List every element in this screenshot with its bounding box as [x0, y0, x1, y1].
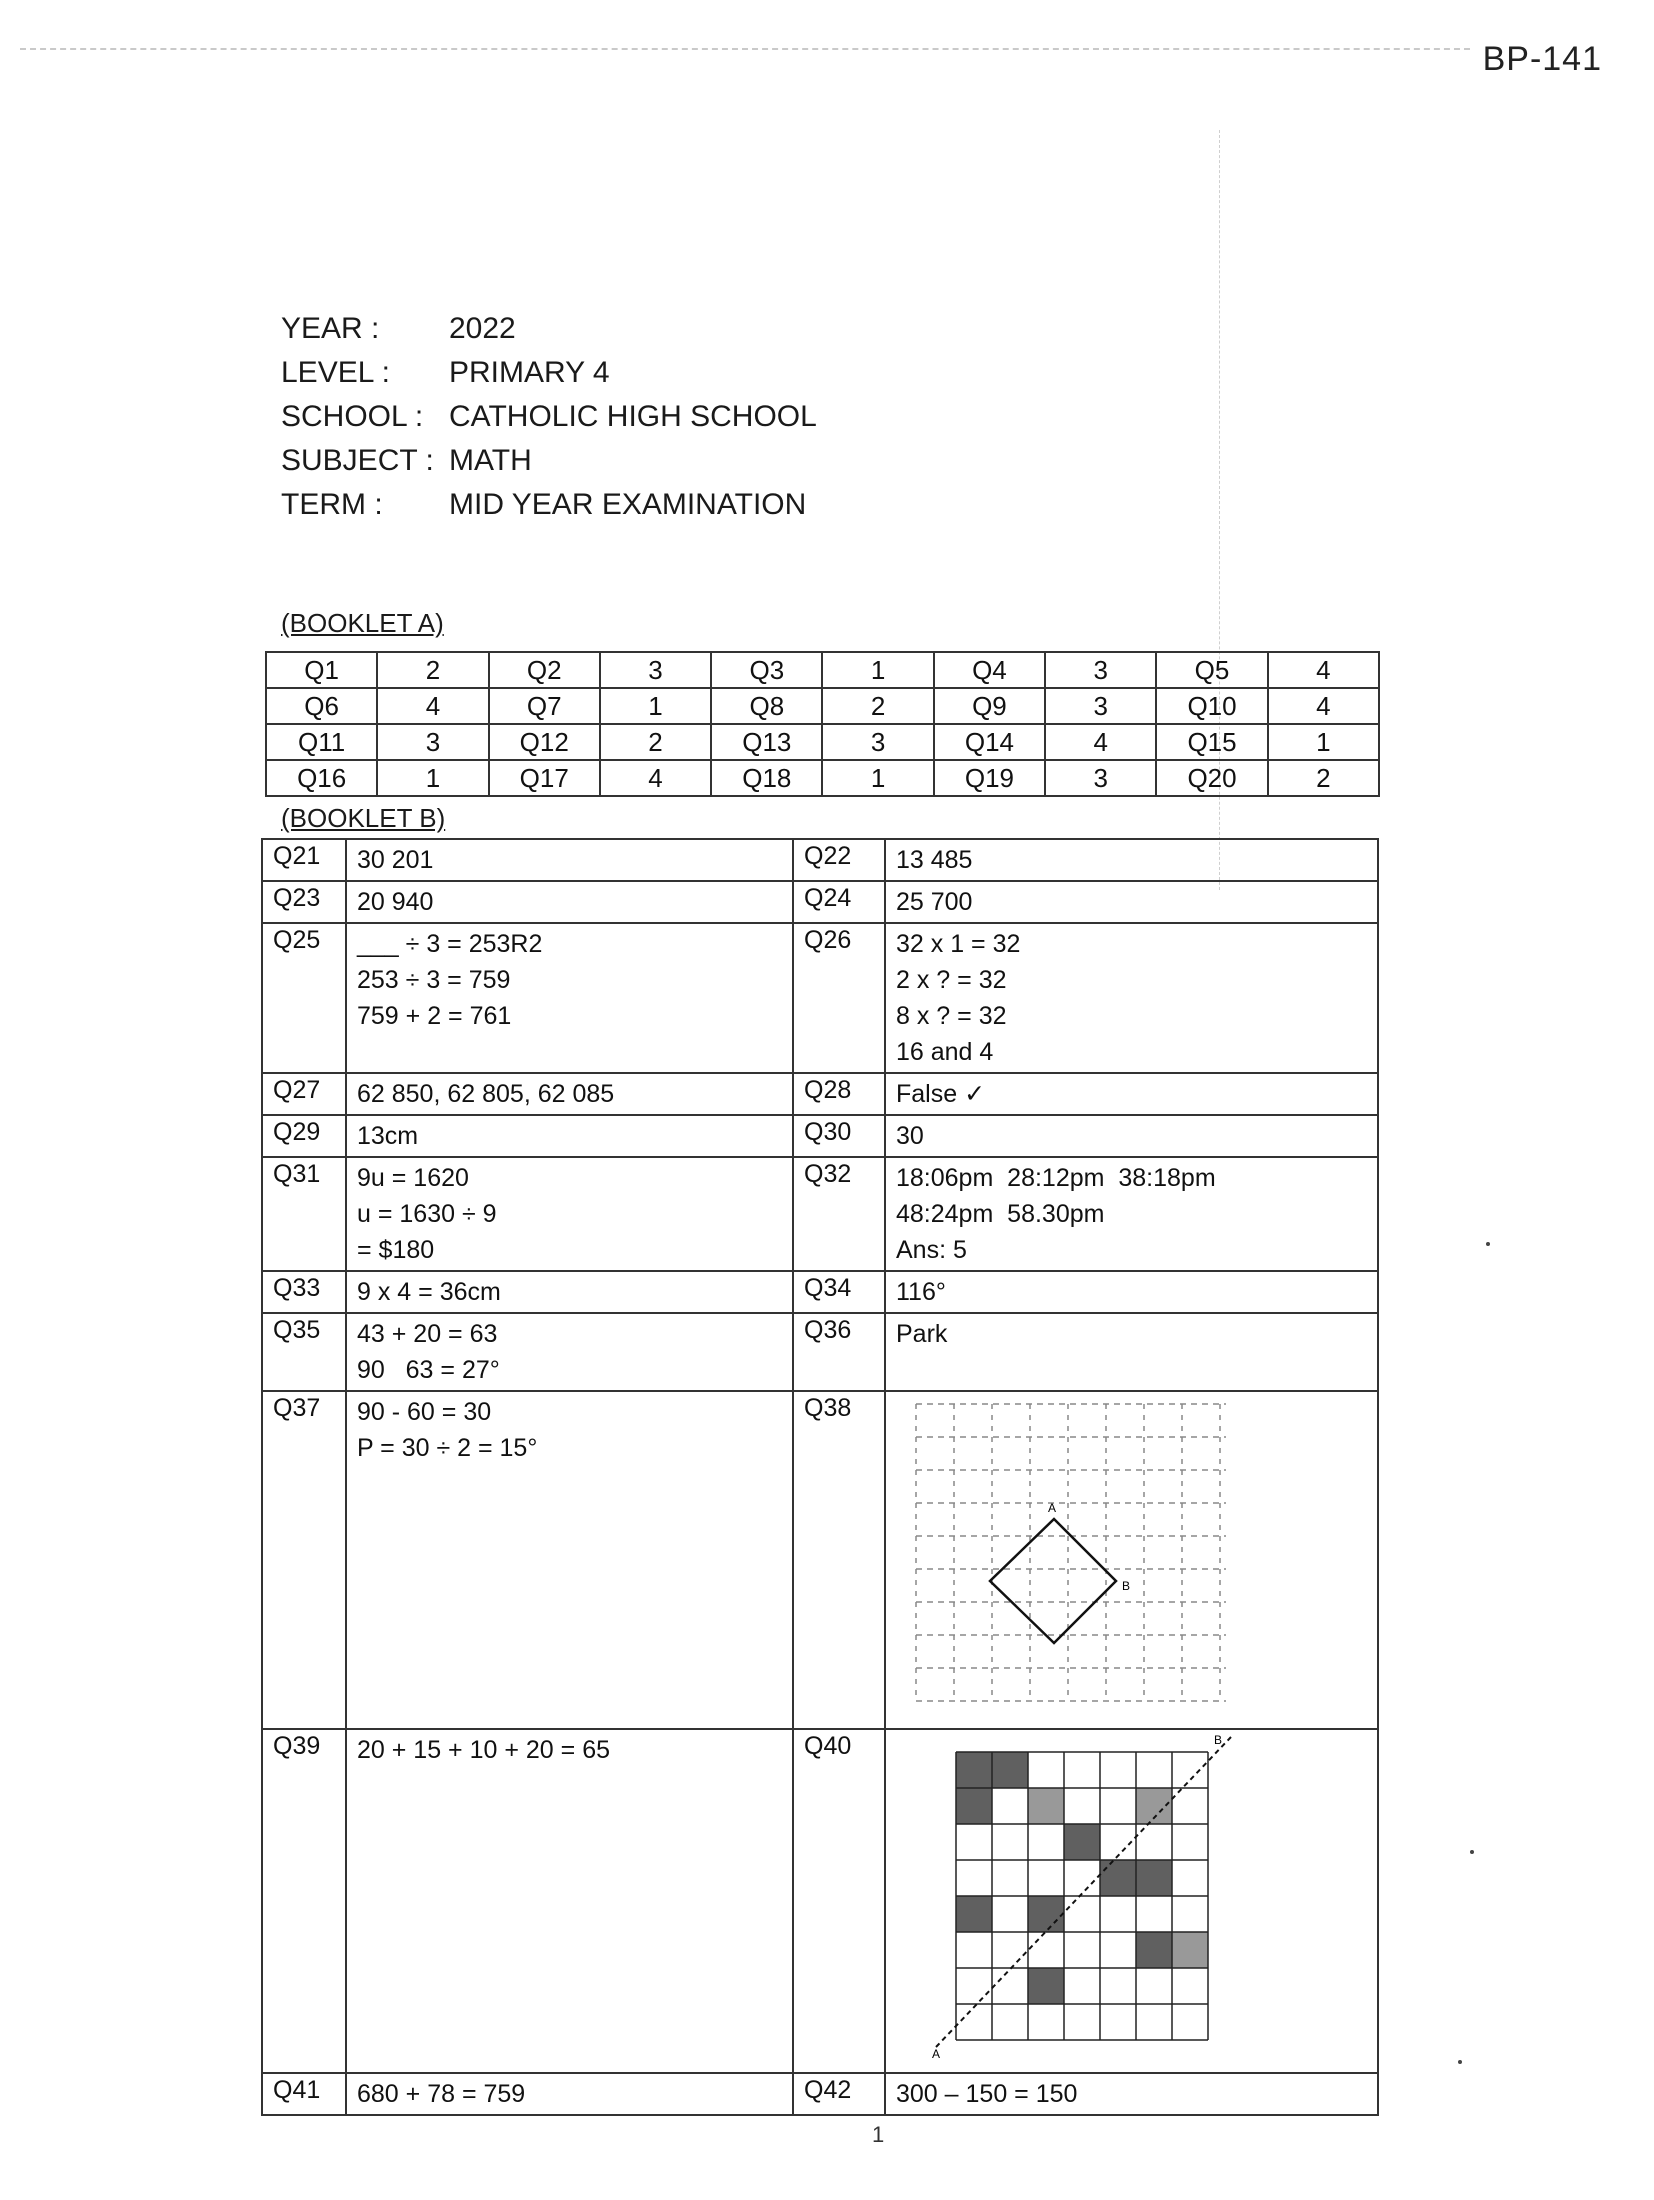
answer-line: 16 and 4 [896, 1038, 994, 1066]
answer-choice: 1 [600, 688, 711, 724]
question-number: Q11 [266, 724, 377, 760]
answer-line: 680 + 78 = 759 [357, 2080, 526, 2108]
answer-line: 25 700 [896, 888, 973, 916]
question-number: Q28 [793, 1073, 885, 1115]
shaded-square [1100, 1860, 1136, 1896]
answer-choice: 1 [822, 760, 933, 796]
header-row [281, 439, 817, 483]
question-number: Q34 [793, 1271, 885, 1313]
header-label: SUBJECT : [281, 444, 434, 477]
shaded-square [1136, 1932, 1172, 1968]
answer-choice: 1 [377, 760, 488, 796]
header-label: SCHOOL : [281, 400, 424, 433]
question-number: Q42 [793, 2073, 885, 2115]
shaded-square [1136, 1860, 1172, 1896]
answer-line: 253 ÷ 3 = 759 [357, 966, 511, 994]
answer-choice: 1 [1268, 724, 1379, 760]
question-number: Q20 [1156, 760, 1267, 796]
question-number: Q8 [711, 688, 822, 724]
question-number: Q26 [793, 923, 885, 1073]
booklet-b-answer-table [261, 838, 1379, 2116]
question-number: Q16 [266, 760, 377, 796]
question-number: Q15 [1156, 724, 1267, 760]
question-number: Q3 [711, 652, 822, 688]
answer-choice: 3 [600, 652, 711, 688]
question-number: Q38 [793, 1391, 885, 1729]
shaded-square [1028, 1896, 1064, 1932]
booklet-b-row [262, 1073, 1378, 1115]
answer-working [885, 1313, 1378, 1391]
question-number: Q21 [262, 839, 346, 881]
answer-working [885, 1729, 1378, 2073]
answer-working [885, 1115, 1378, 1157]
shaded-square [956, 1752, 992, 1788]
q40-symmetry-figure [896, 1732, 1236, 2062]
shaded-square [956, 1788, 992, 1824]
answer-line: 20 + 15 + 10 + 20 = 65 [357, 1736, 611, 1764]
answer-working [346, 1073, 793, 1115]
answer-line: 48:24pm 58.30pm [896, 1200, 1105, 1228]
answer-choice: 3 [1045, 688, 1156, 724]
answer-working [346, 2073, 793, 2115]
question-number: Q18 [711, 760, 822, 796]
answer-line: 2 x ? = 32 [896, 966, 1007, 994]
answer-line: 90 - 60 = 30 [357, 1398, 492, 1426]
answer-line: 759 + 2 = 761 [357, 1002, 512, 1030]
question-number: Q10 [1156, 688, 1267, 724]
booklet-a-answer-table [265, 651, 1380, 797]
point-a-label: A [1048, 1501, 1057, 1515]
answer-working [885, 839, 1378, 881]
booklet-b-title: (BOOKLET B) [281, 803, 446, 833]
answer-line: 90 63 = 27° [357, 1356, 500, 1384]
question-number: Q19 [934, 760, 1045, 796]
question-number: Q40 [793, 1729, 885, 2073]
answer-line: ___ ÷ 3 = 253R2 [357, 930, 543, 958]
answer-choice: 3 [377, 724, 488, 760]
answer-choice: 3 [1045, 652, 1156, 688]
question-number: Q31 [262, 1157, 346, 1271]
answer-working [885, 1073, 1378, 1115]
shaded-square [956, 1896, 992, 1932]
answer-line: 43 + 20 = 63 [357, 1320, 498, 1348]
question-number: Q9 [934, 688, 1045, 724]
question-number: Q2 [489, 652, 600, 688]
question-number: Q4 [934, 652, 1045, 688]
booklet-b-row [262, 839, 1378, 881]
question-number: Q5 [1156, 652, 1267, 688]
answer-line: P = 30 ÷ 2 = 15° [357, 1434, 538, 1462]
answer-choice: 3 [822, 724, 933, 760]
shaded-square [1064, 1824, 1100, 1860]
document-code: BP-141 [1482, 40, 1602, 78]
header-value: CATHOLIC HIGH SCHOOL [449, 400, 817, 433]
square-shape [990, 1519, 1116, 1643]
header-value: PRIMARY 4 [449, 356, 610, 389]
answer-working [346, 1391, 793, 1729]
answer-working [885, 881, 1378, 923]
booklet-a-row [266, 688, 1379, 724]
answer-line: 18:06pm 28:12pm 38:18pm [896, 1164, 1216, 1192]
header-label: TERM : [281, 488, 383, 521]
answer-choice: 3 [1045, 760, 1156, 796]
answer-line: 300 – 150 = 150 [896, 2080, 1078, 2108]
question-number: Q22 [793, 839, 885, 881]
scan-top-edge [20, 48, 1470, 50]
answer-line: 13 485 [896, 846, 973, 874]
answer-line: 116° [896, 1278, 946, 1306]
answer-working [885, 923, 1378, 1073]
answer-line: 30 201 [357, 846, 434, 874]
answer-working [346, 1115, 793, 1157]
header-row [281, 395, 817, 439]
question-number: Q32 [793, 1157, 885, 1271]
scan-speck [1458, 2060, 1462, 2064]
shaded-square [992, 1752, 1028, 1788]
answer-line: 32 x 1 = 32 [896, 930, 1021, 958]
question-number: Q39 [262, 1729, 346, 2073]
answer-choice: 4 [1045, 724, 1156, 760]
question-number: Q29 [262, 1115, 346, 1157]
header-row [281, 351, 817, 395]
answer-working [885, 1391, 1378, 1729]
hatched-square [1028, 1788, 1064, 1824]
answer-line: Park [896, 1320, 948, 1348]
question-number: Q1 [266, 652, 377, 688]
answer-line: 13cm [357, 1122, 419, 1150]
question-number: Q13 [711, 724, 822, 760]
answer-working [885, 1157, 1378, 1271]
booklet-a-row [266, 652, 1379, 688]
booklet-a-row [266, 760, 1379, 796]
answer-line: u = 1630 ÷ 9 [357, 1200, 497, 1228]
booklet-b-row [262, 1313, 1378, 1391]
header-label: YEAR : [281, 312, 380, 345]
header-value: MID YEAR EXAMINATION [449, 488, 807, 521]
answer-line: Ans: 5 [896, 1236, 967, 1264]
shaded-square [1028, 1968, 1064, 2004]
answer-working [885, 1271, 1378, 1313]
answer-choice: 1 [822, 652, 933, 688]
question-number: Q27 [262, 1073, 346, 1115]
question-number: Q14 [934, 724, 1045, 760]
point-b-label: B [1214, 1733, 1223, 1747]
answer-choice: 4 [1268, 652, 1379, 688]
header-row [281, 483, 817, 527]
answer-choice: 4 [600, 760, 711, 796]
question-number: Q37 [262, 1391, 346, 1729]
point-a-label: A [932, 2047, 941, 2061]
answer-working [346, 1157, 793, 1271]
answer-line: 30 [896, 1122, 924, 1150]
hatched-square [1172, 1932, 1208, 1968]
exam-header [281, 307, 817, 527]
answer-working [346, 1313, 793, 1391]
question-number: Q30 [793, 1115, 885, 1157]
answer-choice: 2 [1268, 760, 1379, 796]
answer-choice: 4 [1268, 688, 1379, 724]
header-row [281, 307, 817, 351]
answer-choice: 2 [822, 688, 933, 724]
answer-working [346, 923, 793, 1073]
answer-working [346, 881, 793, 923]
booklet-b-row [262, 1729, 1378, 2073]
page-number: 1 [872, 2122, 885, 2147]
answer-choice: 2 [377, 652, 488, 688]
question-number: Q41 [262, 2073, 346, 2115]
question-number: Q25 [262, 923, 346, 1073]
answer-working [346, 839, 793, 881]
answer-working [885, 2073, 1378, 2115]
scan-speck [1470, 1850, 1474, 1854]
question-number: Q17 [489, 760, 600, 796]
answer-working [346, 1271, 793, 1313]
question-number: Q36 [793, 1313, 885, 1391]
answer-line: = $180 [357, 1236, 435, 1264]
answer-line: False ✓ [896, 1080, 986, 1108]
answer-choice: 2 [600, 724, 711, 760]
answer-choice: 4 [377, 688, 488, 724]
question-number: Q7 [489, 688, 600, 724]
header-label: LEVEL : [281, 356, 390, 389]
question-number: Q35 [262, 1313, 346, 1391]
header-value: 2022 [449, 312, 516, 345]
answer-line: 8 x ? = 32 [896, 1002, 1007, 1030]
scan-speck [1486, 1242, 1490, 1246]
answer-line: 9 x 4 = 36cm [357, 1278, 501, 1306]
booklet-b-row [262, 2073, 1378, 2115]
booklet-b-row [262, 923, 1378, 1073]
question-number: Q24 [793, 881, 885, 923]
answer-line: 9u = 1620 [357, 1164, 469, 1192]
header-value: MATH [449, 444, 532, 477]
question-number: Q6 [266, 688, 377, 724]
q38-grid-figure [896, 1394, 1236, 1719]
booklet-a-title: (BOOKLET A) [281, 608, 444, 638]
booklet-b-row [262, 1157, 1378, 1271]
answer-working [346, 1729, 793, 2073]
booklet-b-row [262, 881, 1378, 923]
answer-line: 20 940 [357, 888, 434, 916]
booklet-b-row [262, 1391, 1378, 1729]
point-b-label: B [1122, 1579, 1131, 1593]
booklet-b-row [262, 1115, 1378, 1157]
booklet-b-row [262, 1271, 1378, 1313]
question-number: Q33 [262, 1271, 346, 1313]
booklet-a-row [266, 724, 1379, 760]
answer-line: 62 850, 62 805, 62 085 [357, 1080, 615, 1108]
question-number: Q12 [489, 724, 600, 760]
question-number: Q23 [262, 881, 346, 923]
